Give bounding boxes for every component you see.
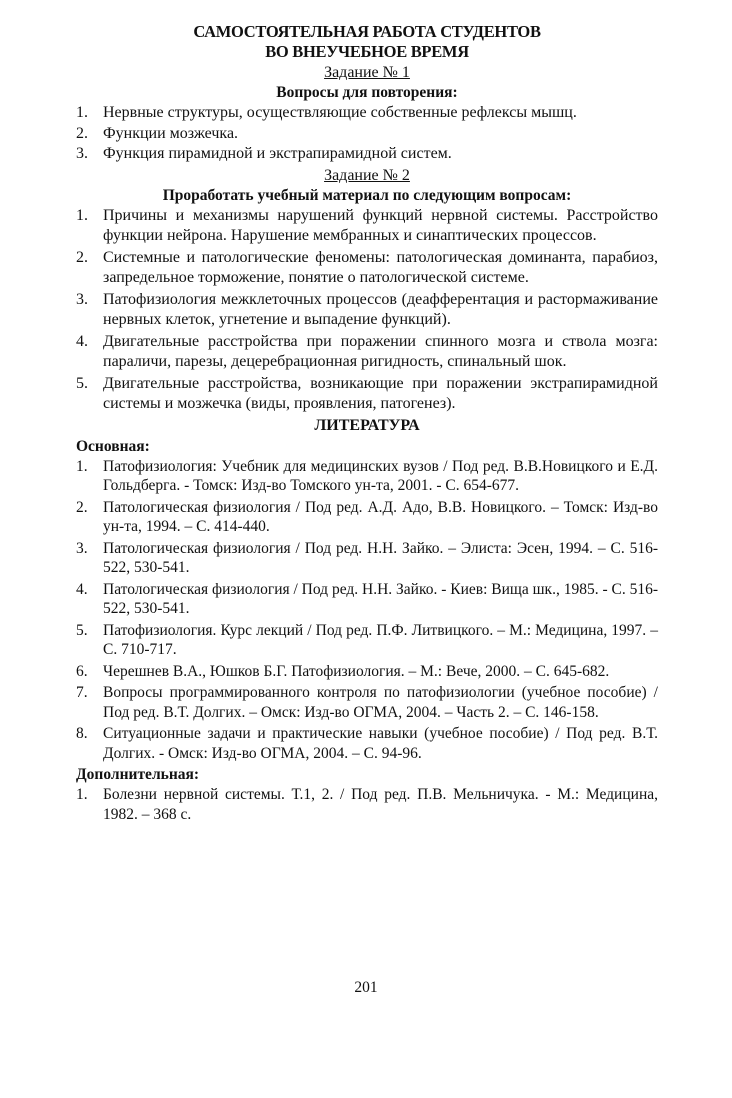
list-item — [76, 374, 658, 415]
task-1-heading: Вопросы для повторения: — [276, 84, 458, 101]
task-1-label: Задание № 1 — [324, 64, 410, 81]
list-item — [76, 144, 658, 165]
title-line-1: САМОСТОЯТЕЛЬНАЯ РАБОТА СТУДЕНТОВ — [193, 22, 541, 41]
list-item — [76, 724, 658, 763]
item-text: Двигательные расстройства при поражении спинного мозга и ствола мозга: параличи, парезы, децеребрационная ригидность, спинальный шок. — [103, 332, 658, 370]
item-number: 3. — [76, 539, 88, 557]
item-number: 4. — [76, 332, 88, 350]
task-2-list — [76, 206, 658, 415]
item-text: Патологическая физиология / Под ред. Н.Н. Зайко. – Элиста: Эсен, 1994. – С. 516-522, 530-541. — [103, 539, 658, 576]
item-text: Нервные структуры, осуществляющие собственные рефлексы мышц. — [103, 104, 577, 121]
list-item — [76, 290, 658, 331]
item-text: Патофизиология межклеточных процессов (деафферентация и растормаживание нервных клеток, угнетение и выпадение функций). — [103, 290, 658, 328]
item-number: 5. — [76, 374, 88, 392]
extra-literature-list — [76, 785, 658, 824]
item-number: 2. — [76, 124, 88, 142]
item-number: 1. — [76, 786, 88, 803]
item-text: Патофизиология. Курс лекций / Под ред. П.Ф. Литвицкого. – М.: Медицина, 1997. – С. 710-717. — [103, 621, 658, 658]
main-literature-list — [76, 457, 658, 764]
item-number: 2. — [76, 248, 88, 266]
item-text: Черешнев В.А., Юшков Б.Г. Патофизиология. – М.: Вече, 2000. – С. 645-682. — [103, 662, 610, 680]
task-2-heading: Проработать учебный материал по следующим вопросам: — [162, 186, 572, 204]
list-item — [76, 683, 658, 722]
list-item — [76, 457, 658, 496]
list-item — [76, 248, 658, 289]
item-text: Причины и механизмы нарушений функций нервной системы. Расстройство функции нейрона. Нарушение мембранных и синаптических процессов. — [103, 206, 658, 244]
item-text: Патофизиология: Учебник для медицинских вузов / Под ред. В.В.Новицкого и Е.Д. Гольдберга. - Томск: Изд-во Томского ун-та, 2001. - С. 654-677. — [103, 457, 658, 494]
list-item — [76, 785, 658, 824]
list-item — [76, 539, 658, 578]
item-number: 6. — [76, 662, 88, 680]
item-number: 1. — [76, 206, 88, 224]
task-1-list — [76, 103, 658, 165]
list-item — [76, 206, 658, 247]
literature-heading: ЛИТЕРАТУРА — [314, 416, 420, 434]
item-text: Ситуационные задачи и практические навыки (учебное пособие) / Под ред. В.Т. Долгих. - Омск: Изд-во ОГМА, 2004. – С. 94-96. — [103, 725, 658, 762]
list-item — [76, 621, 658, 660]
list-item — [76, 103, 658, 124]
item-text: Болезни нервной системы. Т.1, 2. / Под ред. П.В. Мельничука. - М.: Медицина, 1982. – 368 с. — [103, 786, 658, 823]
page-number: 201 — [354, 979, 378, 996]
item-number: 3. — [76, 290, 88, 308]
main-literature-label: Основная: — [76, 437, 150, 455]
list-item — [76, 124, 658, 145]
item-number: 4. — [76, 580, 88, 598]
item-text: Системные и патологические феномены: патологическая доминанта, парабиоз, запредельное торможение, понятие о патологической системе. — [103, 248, 658, 286]
item-text: Функции мозжечка. — [103, 124, 239, 142]
item-text: Патологическая физиология / Под ред. Н.Н. Зайко. - Киев: Вища шк., 1985. - С. 516-522, 530-541. — [103, 580, 658, 617]
extra-literature-label: Дополнительная: — [76, 766, 200, 783]
title-line-2: ВО ВНЕУЧЕБНОЕ ВРЕМЯ — [265, 42, 469, 61]
list-item — [76, 580, 658, 619]
item-text: Двигательные расстройства, возникающие при поражении экстрапирамидной системы и мозжечка (виды, проявления, патогенез). — [103, 374, 658, 412]
item-number: 3. — [76, 145, 88, 162]
item-number: 2. — [76, 498, 88, 516]
item-text: Функция пирамидной и экстрапирамидной систем. — [103, 145, 452, 162]
task-2-label: Задание № 2 — [324, 166, 410, 184]
list-item — [76, 662, 658, 682]
item-number: 8. — [76, 725, 88, 742]
list-item — [76, 498, 658, 537]
item-text: Патологическая физиология / Под ред. А.Д. Адо, В.В. Новицкого. – Томск: Изд-во ун-та, 1994. – С. 414-440. — [103, 498, 658, 535]
document-page — [76, 22, 658, 826]
item-text: Вопросы программированного контроля по патофизиологии (учебное пособие) / Под ред. В.Т. Долгих. – Омск: Изд-во ОГМА, 2004. – Часть 2. – С. 146-158. — [103, 684, 658, 721]
item-number: 7. — [76, 684, 88, 701]
item-number: 1. — [76, 457, 88, 475]
list-item — [76, 332, 658, 373]
item-number: 1. — [76, 104, 88, 121]
item-number: 5. — [76, 621, 88, 639]
